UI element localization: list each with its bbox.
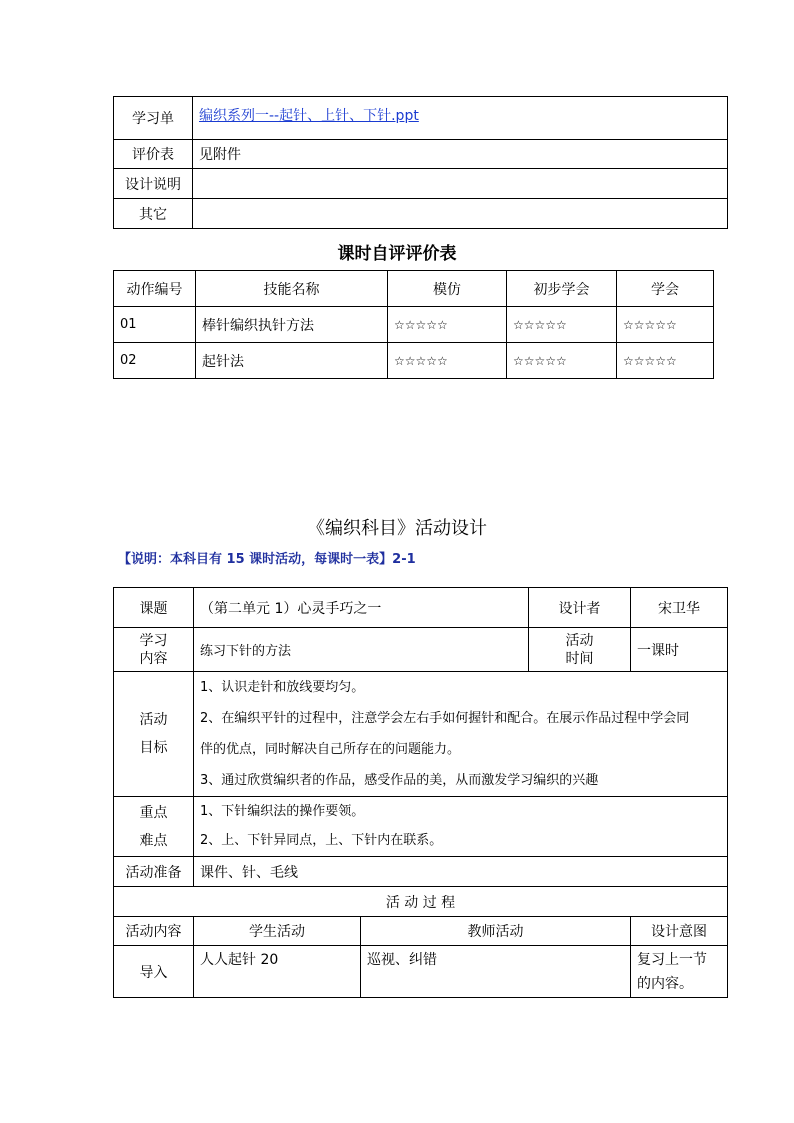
process-header-student: 学生活动 [194,917,361,946]
process-row-intent-line1: 复习上一节 [637,952,708,968]
info-value-evaluation: 见附件 [193,140,728,169]
process-header-content: 活动内容 [114,917,194,946]
process-row-intent-line2: 的内容。 [637,976,694,992]
topic-value: （第二单元 1）心灵手巧之一 [194,588,529,628]
star-rating-imitate[interactable]: ☆☆☆☆☆ [388,307,507,343]
process-title: 活 动 过 程 [114,887,728,917]
goal-label-line1: 活动 [139,712,168,728]
star-rating-initial[interactable]: ☆☆☆☆☆ [507,307,617,343]
star-rating-imitate[interactable]: ☆☆☆☆☆ [388,343,507,379]
key-item: 1、下针编织法的操作要领。 [200,804,365,819]
goal-item: 伴的优点，同时解决自己所存在的问题能力。 [200,742,461,757]
key-item: 2、上、下针异同点，上、下针内在联系。 [200,833,443,848]
time-label-line1: 活动 [565,632,594,649]
design-note: 【说明：本科目有 15 课时活动，每课时一表】2-1 [118,552,416,567]
info-label-evaluation: 评价表 [114,140,193,169]
eval-row-skill: 起针法 [196,343,388,379]
eval-header-imitate: 模仿 [388,271,507,307]
time-label-line2: 时间 [565,650,594,667]
worksheet-link[interactable]: 编织系列一--起针、上针、下针.ppt [199,108,419,124]
design-table [113,587,728,998]
prep-value: 课件、针、毛线 [194,857,728,887]
info-table [113,96,728,229]
info-value-design-notes [193,169,728,199]
eval-header-initial: 初步学会 [507,271,617,307]
eval-row-id: 02 [114,343,196,379]
eval-header-id: 动作编号 [114,271,196,307]
key-label-line2: 难点 [139,832,168,849]
eval-title: 课时自评评价表 [337,244,457,264]
eval-table [113,270,714,379]
designer-label: 设计者 [529,588,631,628]
process-header-intent: 设计意图 [631,917,728,946]
eval-header-skill: 技能名称 [196,271,388,307]
topic-label: 课题 [114,588,194,628]
prep-label: 活动准备 [114,857,194,887]
goal-item: 3、通过欣赏编织者的作品，感受作品的美，从而激发学习编织的兴趣 [200,773,599,788]
info-label-other: 其它 [114,199,193,229]
content-label-line1: 学习 [139,632,168,649]
process-header-teacher: 教师活动 [361,917,631,946]
info-value-other [193,199,728,229]
process-row-teacher: 巡视、纠错 [361,946,631,998]
key-label-line1: 重点 [139,804,168,821]
process-row-content: 导入 [114,946,194,998]
goal-item: 1、认识走针和放线要均匀。 [200,680,365,695]
content-label-line2: 内容 [139,650,168,667]
eval-row-id: 01 [114,307,196,343]
process-row-student: 人人起针 20 [194,946,361,998]
time-value: 一课时 [631,628,728,672]
info-label-design-notes: 设计说明 [114,169,193,199]
designer-value: 宋卫华 [631,588,728,628]
star-rating-learned[interactable]: ☆☆☆☆☆ [617,343,714,379]
info-label-worksheet: 学习单 [114,97,193,140]
star-rating-learned[interactable]: ☆☆☆☆☆ [617,307,714,343]
goal-item: 2、在编织平针的过程中，注意学会左右手如何握针和配合。在展示作品过程中学会同 [200,711,690,726]
eval-row-skill: 棒针编织执针方法 [196,307,388,343]
eval-header-learned: 学会 [617,271,714,307]
design-title: 《编织科目》活动设计 [307,518,487,539]
goal-label-line2: 目标 [139,740,168,756]
star-rating-initial[interactable]: ☆☆☆☆☆ [507,343,617,379]
content-value: 练习下针的方法 [194,628,529,672]
